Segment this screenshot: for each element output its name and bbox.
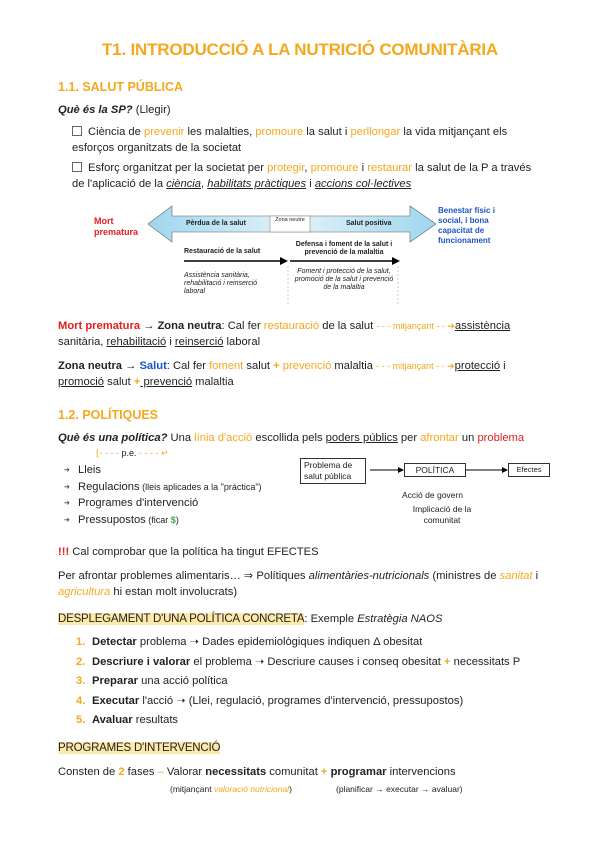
pe-connector: ⌊- - - - p.e. - - - - ↵	[96, 448, 169, 458]
question-politica: Què és una política? Una línia d'acció escollida pels poders públics per afrontar un problema	[58, 432, 525, 444]
label-defensa: Defensa i foment de la salut i prevenció de la malaltia	[295, 241, 393, 256]
list-item: 4. Executar l'acció ➝ (Llei, regulació, programes d'intervenció, pressupostos)	[76, 694, 464, 707]
label-accio-govern: Acció de govern	[402, 490, 463, 500]
policy-types-list	[64, 462, 262, 528]
paragraph-mort-prematura: Mort prematura → Zona neutra: Cal fer restauració de la salut - - - mitjançant - - ➔assistència sanitària, rehabilitació i reinserció laboral	[58, 320, 511, 348]
section-heading-politiques: 1.2. POLÍTIQUES	[58, 408, 159, 422]
paragraph-food-policies: Per afrontar problemes alimentaris… ⇒ Polítiques alimentàries-nutricionals (ministres de sanitat i agricultura hi estan molt involucrats)	[58, 570, 539, 598]
section-heading-salut-publica: 1.1. SALUT PÚBLICA	[58, 80, 184, 94]
paragraph-zona-neutra: Zona neutra → Salut: Cal fer foment salut + prevenció malaltia - - - mitjançant - - ➔protecció i promoció salut + prevenció malaltia	[58, 360, 506, 388]
health-continuum-diagram	[94, 200, 514, 310]
programs-note-1: (mitjançant valoració nutricional)	[170, 784, 292, 794]
programs-heading: PROGRAMES D'INTERVENCIÓ	[58, 742, 221, 754]
list-item: ➔ Lleis	[64, 462, 262, 479]
definition-2: Esforç organitzat per la societat per protegir, promoure i restaurar la salut de la P a través de l'aplicació de la ciència, habilitats pràctiques i accions col·lectives	[72, 162, 532, 190]
checkbox-icon	[72, 162, 82, 172]
programs-note-2: (planificar → executar → avaluar)	[336, 784, 463, 794]
label-benestar: Benestar físic i social, i bona capacitat de funcionament	[438, 206, 495, 245]
label-defensa-detall: Foment i protecció de la salut, promoció de la salut i prevenció de la malaltia	[294, 268, 394, 291]
warning-effects: !!! Cal comprobar que la política ha tingut EFECTES	[58, 546, 319, 558]
list-item: ➔ Programes d'intervenció	[64, 495, 262, 512]
list-item: 3. Preparar una acció política	[76, 675, 228, 687]
label-zona-neutre: Zona neutre	[275, 217, 305, 223]
page-title: T1. INTRODUCCIÓ A LA NUTRICIÓ COMUNITÀRIA	[102, 40, 498, 59]
checkbox-icon	[72, 126, 82, 136]
list-item: 2. Descriure i valorar el problema ➝ Descriure causes i conseq obesitat + necessitats P	[76, 655, 521, 668]
label-salut-positiva: Salut positiva	[346, 220, 392, 227]
question-sp: Què és la SP? (Llegir)	[58, 104, 171, 116]
defend-arrow-head	[392, 257, 400, 265]
box-efectes: Efectes	[508, 463, 550, 477]
label-perdua-salut: Pèrdua de la salut	[186, 220, 246, 227]
label-mort-prematura: Mort prematura	[94, 216, 139, 237]
label-restauracio-detall: Assistència sanitària, rehabilitació i reinserció laboral	[184, 272, 258, 295]
label-restauracio: Restauració de la salut	[184, 248, 261, 255]
list-item: 1. Detectar problema ➝ Dades epidemiològiques indiquen Δ obesitat	[76, 636, 423, 648]
programs-line: Consten de 2 fases – Valorar necessitats comunitat + programar intervencions	[58, 766, 456, 778]
label-implicacio: Implicació de la comunitat	[412, 504, 472, 525]
policy-flow-diagram	[300, 458, 550, 532]
list-item: ➔ Pressupostos (ficar $)	[64, 512, 262, 529]
list-item: ➔ Regulacions (lleis aplicades a la "pràctica")	[64, 479, 262, 496]
restore-arrow-head	[280, 257, 288, 265]
naos-steps	[76, 633, 520, 731]
box-problema: Problema de salut pública	[300, 458, 366, 484]
definition-1: Ciència de prevenir les malalties, promoure la salut i perllongar la vida mitjançant els esforços organitzats de la societat	[72, 126, 508, 154]
list-item: 5. Avaluar resultats	[76, 714, 179, 726]
box-politica: POLÍTICA	[404, 463, 466, 477]
naos-heading: DESPLEGAMENT D'UNA POLÍTICA CONCRETA: Exemple Estratègia NAOS	[58, 613, 443, 625]
